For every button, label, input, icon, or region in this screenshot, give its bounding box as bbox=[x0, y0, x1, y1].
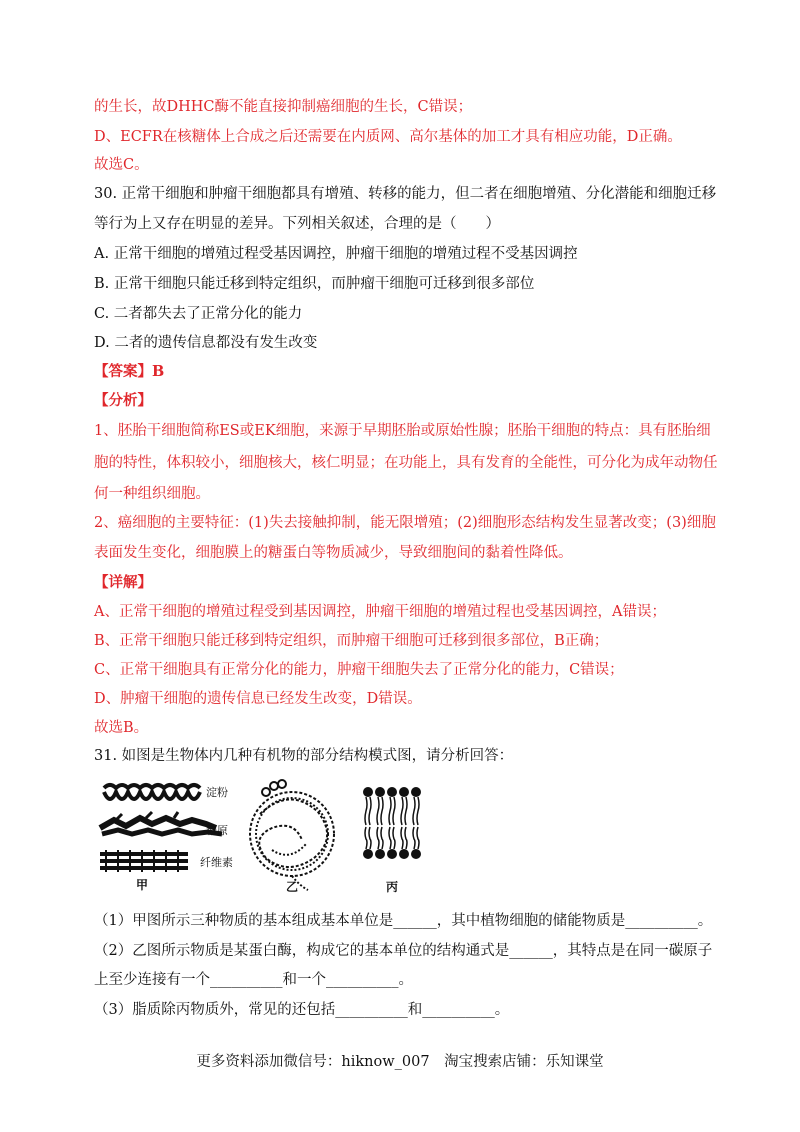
organic-molecules-figure bbox=[96, 778, 436, 896]
label-glycogen: 糖原 bbox=[206, 824, 228, 837]
protein-structure bbox=[250, 780, 334, 890]
analysis-1-line-1: 1、胚胎干细胞简称ES或EK细胞，来源于早期胚胎或原始性腺；胚胎干细胞的特点：具有胚胎细 bbox=[94, 423, 711, 439]
glycogen-structure bbox=[100, 812, 222, 834]
starch-structure bbox=[104, 785, 200, 799]
detail-a: A、正常干细胞的增殖过程受到基因调控，肿瘤干细胞的增殖过程也受基因调控，A错误； bbox=[94, 604, 666, 620]
line-1: 的生长，故DHHC酶不能直接抑制癌细胞的生长，C错误； bbox=[94, 99, 473, 115]
analysis-heading: 【分析】 bbox=[94, 392, 152, 409]
line-3: 故选C。 bbox=[94, 157, 149, 173]
question-30-line-2: 等行为上又存在明显的差异。下列相关叙述，合理的是（ ） bbox=[94, 216, 500, 232]
option-b: B. 正常干细胞只能迁移到特定组织，而肿瘤干细胞可迁移到很多部位 bbox=[94, 276, 535, 292]
caption-yi: 乙 bbox=[286, 880, 299, 894]
sub-question-3: （3）脂质除丙物质外，常见的还包括__________和__________。 bbox=[94, 1002, 510, 1018]
detail-d: D、肿瘤干细胞的遗传信息已经发生改变，D错误。 bbox=[94, 691, 422, 707]
analysis-1-line-3: 何一种组织细胞。 bbox=[94, 486, 210, 502]
line-2: D、ECFR在核糖体上合成之后还需要在内质网、高尔基体的加工才具有相应功能，D正确。 bbox=[94, 129, 682, 145]
label-starch: 淀粉 bbox=[206, 786, 228, 799]
sub-question-2-line-2: 上至少连接有一个__________和一个__________。 bbox=[94, 972, 413, 988]
question-31: 31. 如图是生物体内几种有机物的部分结构模式图，请分析回答： bbox=[94, 748, 514, 764]
label-cellulose: 纤维素 bbox=[200, 856, 233, 869]
cellulose-structure bbox=[100, 850, 188, 872]
sub-question-2-line-1: （2）乙图所示物质是某蛋白酶，构成它的基本单位的结构通式是______，其特点是在同一碳原子 bbox=[94, 943, 713, 959]
sub-question-1: （1）甲图所示三种物质的基本组成基本单位是______，其中植物细胞的储能物质是__________。 bbox=[94, 913, 713, 929]
option-d: D. 二者的遗传信息都没有发生改变 bbox=[94, 335, 318, 351]
page-footer: 更多资料添加微信号：hiknow_007 淘宝搜索店铺：乐知课堂 bbox=[196, 1054, 604, 1070]
analysis-2-line-1: 2、癌细胞的主要特征：(1)失去接触抑制，能无限增殖；(2)细胞形态结构发生显著改变；(3)细胞 bbox=[94, 515, 716, 531]
detail-b: B、正常干细胞只能迁移到特定组织，而肿瘤干细胞可迁移到很多部位，B正确； bbox=[94, 633, 609, 649]
question-30-line-1: 30. 正常干细胞和肿瘤干细胞都具有增殖、转移的能力，但二者在细胞增殖、分化潜能和细胞迁移 bbox=[94, 186, 717, 202]
option-a: A. 正常干细胞的增殖过程受基因调控，肿瘤干细胞的增殖过程不受基因调控 bbox=[94, 246, 578, 262]
analysis-1-line-2: 胞的特性，体积较小，细胞核大，核仁明显；在功能上，具有发育的全能性，可分化为成年动物任 bbox=[94, 455, 718, 471]
caption-bing: 丙 bbox=[386, 880, 399, 894]
answer-heading: 【答案】B bbox=[94, 363, 165, 380]
phospholipid-bilayer bbox=[363, 787, 421, 859]
analysis-2-line-2: 表面发生变化，细胞膜上的糖蛋白等物质减少，导致细胞间的黏着性降低。 bbox=[94, 545, 573, 561]
detail-select: 故选B。 bbox=[94, 720, 149, 736]
option-c: C. 二者都失去了正常分化的能力 bbox=[94, 306, 303, 322]
caption-jia: 甲 bbox=[136, 878, 149, 892]
detail-heading: 【详解】 bbox=[94, 574, 152, 591]
detail-c: C、正常干细胞具有正常分化的能力，肿瘤干细胞失去了正常分化的能力，C错误； bbox=[94, 662, 624, 678]
